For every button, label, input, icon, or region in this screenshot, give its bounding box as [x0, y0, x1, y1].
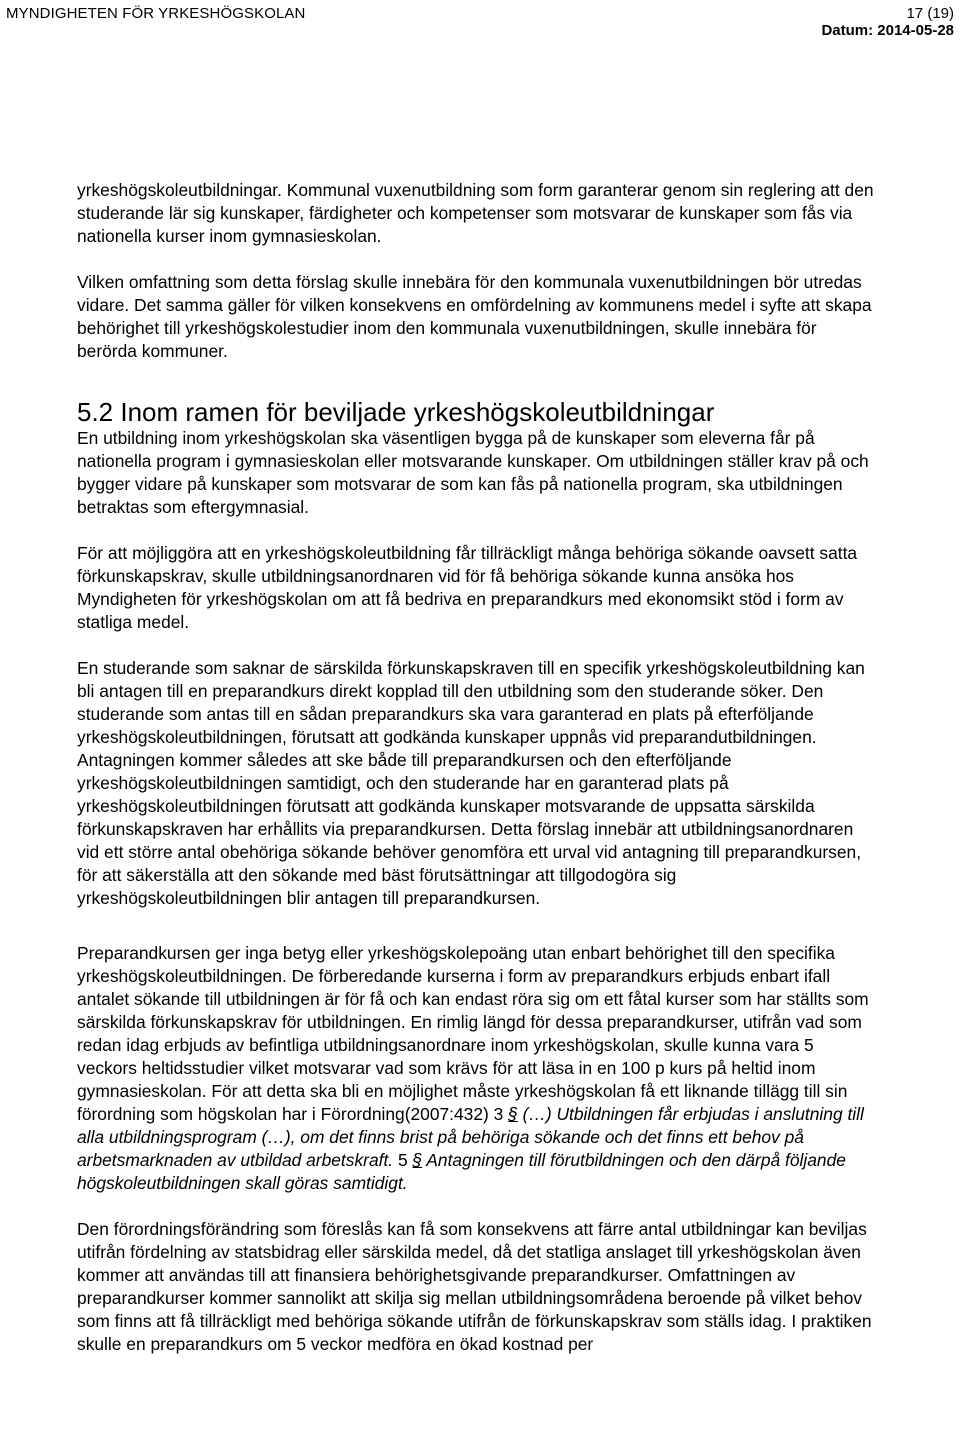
- document-body: [77, 179, 877, 1379]
- quoted-regulation: (…) Utbildningen får erbjudas i anslutning till alla utbildningsprogram (…), om det finns brist på behöriga sökande och det finns ett behov på arbetsmarknaden av utbildad arbetskraft.: [77, 1104, 864, 1170]
- document-date: Datum: 2014-05-28: [821, 22, 954, 39]
- paragraph: [77, 942, 877, 1195]
- section-symbol: §: [508, 1104, 518, 1124]
- paragraph: Vilken omfattning som detta förslag skulle innebära för den kommunala vuxenutbildningen bör utredas vidare. Det samma gäller för vilken konsekvens en omfördelning av kommunens medel i syfte att skapa behörighet till yrkeshögskolestudier inom den kommunala vuxenutbildningen, skulle innebära för berörda kommuner.: [77, 272, 872, 361]
- quoted-regulation: Antagningen till förutbildningen och den därpå följande högskoleutbildningen skall göras samtidigt.: [77, 1150, 846, 1193]
- page-number: 17 (19): [906, 5, 954, 22]
- paragraph: För att möjliggöra att en yrkeshögskoleutbildning får tillräckligt många behöriga sökande oavsett satta förkunskapskrav, skulle utbildningsanordnaren vid för få behöriga sökande kunna ansöka hos Myndigheten för yrkeshögskolan om att få bedriva en preparandkurs med ekonomsikt stöd i form av statliga medel.: [77, 543, 858, 632]
- section-heading: 5.2 Inom ramen för beviljade yrkeshögskoleutbildningar: [77, 397, 715, 427]
- section-symbol: §: [412, 1150, 423, 1170]
- paragraph: yrkeshögskoleutbildningar. Kommunal vuxenutbildning som form garanterar genom sin reglering att den studerande lär sig kunskaper, färdigheter och kompetenser som motsvarar de kunskaper som fås via nationella kurser inom gymnasieskolan.: [77, 180, 874, 246]
- paragraph: En studerande som saknar de särskilda förkunskapskraven till en specifik yrkeshögskoleutbildning kan bli antagen till en preparandkurs direkt kopplad till den utbildning som den studerande söker. Den studerande som antas till en sådan preparandkurs ska vara garanterad en plats på efterföljande yrkeshögskoleutbildningen, förutsatt att godkända kunskaper uppnås vid preparandutbildningen. Antagningen kommer således att ske både till preparandkursen och den efterföljande yrkeshögskoleutbildningen samtidigt, och den studerande har en garanterad plats på yrkeshögskoleutbildningen förutsatt att godkända kunskaper motsvarande de uppsatta särskilda förkunskapskraven har erhållits via preparandkursen. Detta förslag innebär att utbildningsanordnaren vid ett större antal obehöriga sökande behöver genomföra ett urval vid antagning till preparandkursen, för att säkerställa att den sökande med bäst förutsättningar att tillgodogöra sig yrkeshögskoleutbildningen blir antagen till preparandkursen.: [77, 658, 865, 908]
- paragraph-text: Preparandkursen ger inga betyg eller yrkeshögskolepoäng utan enbart behörighet till den specifika yrkeshögskoleutbildningen. De förberedande kurserna i form av preparandkurs erbjuds enbart ifall antalet sökande till utbildningen är för få och kan endast röra sig om ett fåtal kurser som har ställts som särskilda förkunskapskrav för utbildningen. En rimlig längd för dessa preparandkurser, utifrån vad som redan idag erbjuds av befintliga utbildningsanordnare inom yrkeshögskolan, skulle kunna vara 5 veckors heltidsstudier vilket motsvarar vad som krävs för att läsa in en 100 p kurs på heltid inom gymnasieskolan. För att detta ska bli en möjlighet måste yrkeshögskolan få ett liknande tillägg till sin förordning som högskolan har i Förordning(2007:432) 3: [77, 943, 869, 1124]
- paragraph: En utbildning inom yrkeshögskolan ska väsentligen bygga på de kunskaper som eleverna får på nationella program i gymnasieskolan eller motsvarande kunskaper. Om utbildningen ställer krav på och bygger vidare på kunskaper som motsvarar de som kan fås på nationella program, ska utbildningen betraktas som eftergymnasial.: [77, 428, 869, 517]
- paragraph: Den förordningsförändring som föreslås kan få som konsekvens att färre antal utbildningar kan beviljas utifrån fördelning av statsbidrag eller särskilda medel, då det statliga anslaget till yrkeshögskolan även kommer att användas till att finansiera behörighetsgivande preparandkurser. Omfattningen av preparandkurser kommer sannolikt att skilja sig mellan utbildningsområdena beroende på vilket behov som finns att få tillräckligt med behöriga sökande utifrån de förkunskapskrav som ställs idag. I praktiken skulle en preparandkurs om 5 veckor medföra en ökad kostnad per: [77, 1219, 872, 1354]
- page-header: [0, 0, 960, 46]
- organization-name: MYNDIGHETEN FÖR YRKESHÖGSKOLAN: [6, 5, 306, 22]
- paragraph-text: 5: [393, 1150, 413, 1170]
